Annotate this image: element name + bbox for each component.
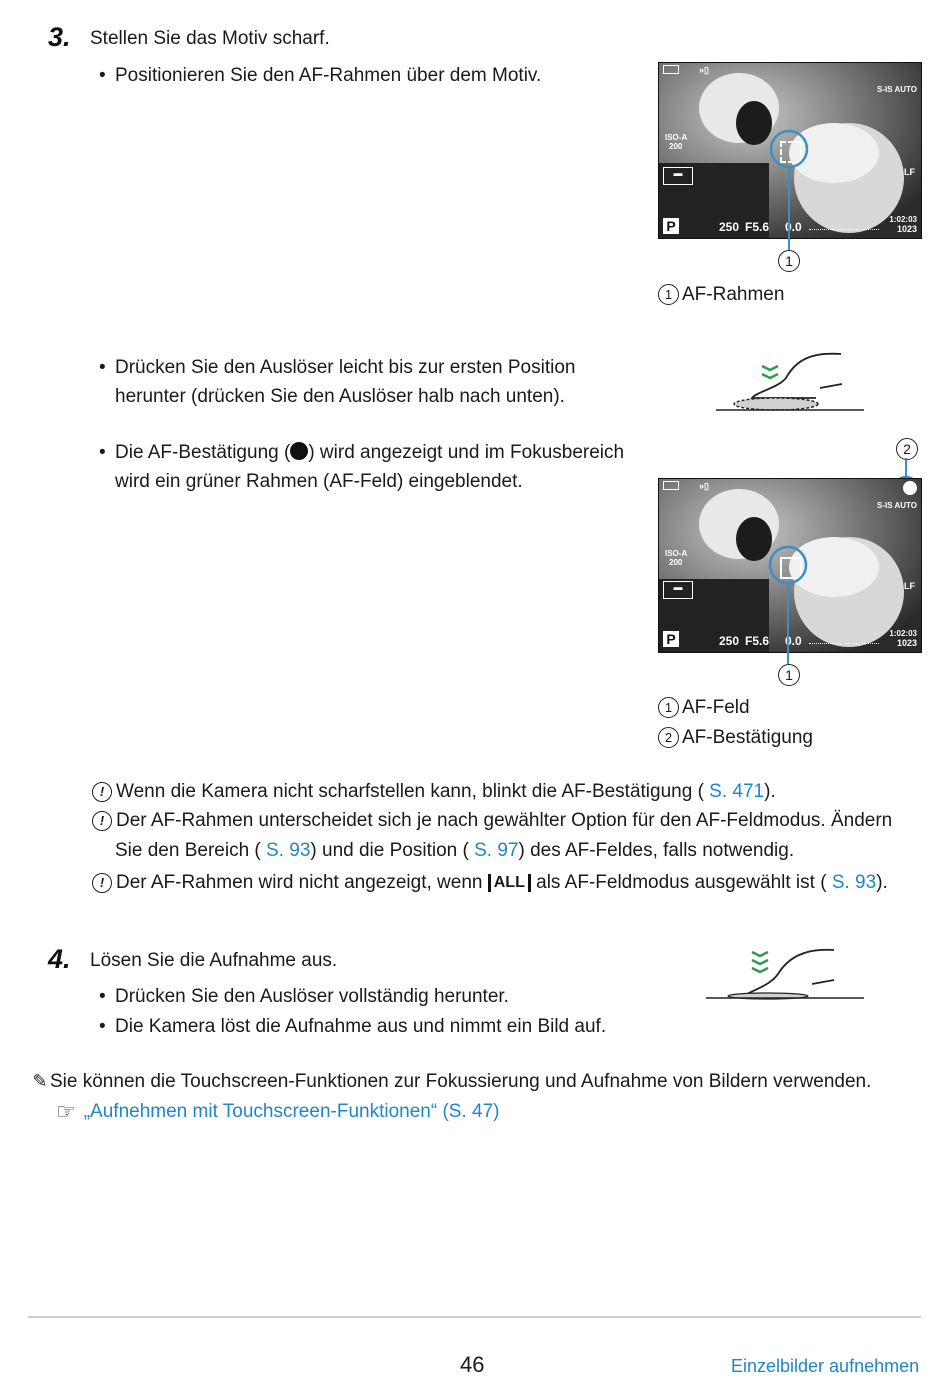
iso-label: ISO-A: [665, 549, 688, 558]
bullet-text: Die Kamera löst die Aufnahme aus und nimmt ein Bild auf.: [115, 1016, 607, 1037]
note-text: Der AF-Rahmen unterscheidet sich je nach gewählter Option für den AF-Feldmodus. Ändern: [116, 810, 893, 831]
step-3-bullet-3: [115, 438, 624, 496]
tip: [30, 1066, 871, 1097]
bullet-text: Positionieren Sie den AF-Rahmen über dem Motiv.: [115, 65, 542, 86]
caption-af-confirm: [658, 723, 813, 753]
step-4-bullet-1: [115, 982, 509, 1011]
note-text-end: ).: [764, 781, 776, 802]
af-all-mode-icon: ALL: [488, 874, 531, 892]
caption-af-frame: [658, 280, 784, 310]
callout-lines-1: [0, 0, 950, 320]
drive-icon: ▬: [663, 167, 693, 185]
tip-text: Sie können die Touchscreen-Funktionen zur Fokussierung und Aufnahme von Bildern verwenden.: [50, 1071, 872, 1092]
stabilizer-icon: »▯: [699, 65, 709, 75]
tip-link[interactable]: „Aufnehmen mit Touchscreen-Funktionen“ (S. 47): [83, 1101, 500, 1122]
section-title: Einzelbilder aufnehmen: [731, 1356, 920, 1376]
shutter-half-press-illustration: [716, 348, 866, 418]
stabilizer-icon: »▯: [699, 481, 709, 491]
note-text-mid: als AF-Feldmodus ausgewählt ist (: [536, 872, 827, 893]
step-3-number: 3.: [48, 22, 71, 52]
aperture-value: F5.6: [745, 220, 770, 234]
tip-icon: ✎: [32, 1071, 48, 1091]
bullet-text-post: ) wird angezeigt und im Fokusbereich: [308, 442, 625, 463]
caution-icon: !: [92, 811, 112, 831]
step-4-title: Lösen Sie die Aufnahme aus.: [90, 950, 338, 971]
caption-text: AF-Rahmen: [682, 284, 785, 305]
note-2-line-2: [115, 836, 794, 866]
step-3-title: Stellen Sie das Motiv scharf.: [90, 28, 330, 49]
bullet-text-line-1: Drücken Sie den Auslöser leicht bis zur ersten Position: [115, 357, 576, 378]
time-remaining: 1:02:03: [889, 215, 917, 224]
note-1: [92, 777, 776, 807]
bullet-text-line-2: wird ein grüner Rahmen (AF-Feld) eingeblendet.: [115, 471, 523, 492]
note-text: Wenn die Kamera nicht scharfstellen kann, blinkt die AF-Bestätigung (: [116, 781, 704, 802]
aperture-value: F5.6: [745, 634, 770, 648]
iso-label: ISO-A: [665, 133, 688, 142]
caption-number: 2: [658, 727, 679, 748]
caption-af-field: [658, 693, 750, 723]
note-text-end: ) des AF-Feldes, falls notwendig.: [518, 840, 795, 861]
step-4-number: 4.: [48, 944, 71, 974]
time-remaining: 1:02:03: [889, 629, 917, 638]
tip-reference: [56, 1097, 499, 1127]
exposure-comp: 0.0: [785, 634, 802, 648]
bullet-text-pre: Die AF-Bestätigung (: [115, 442, 291, 463]
bullet-text-line-2: herunter (drücken Sie den Auslöser halb nach unten).: [115, 386, 565, 407]
battery-icon: [663, 481, 679, 490]
note-text: Sie den Bereich (: [115, 840, 261, 861]
note-3: [92, 868, 888, 898]
exposure-comp: 0.0: [785, 220, 802, 234]
note-text-end: ).: [876, 872, 888, 893]
quality-indicator: LF: [904, 167, 915, 177]
shutter-speed: 250: [719, 220, 740, 234]
caption-text: AF-Bestätigung: [682, 727, 813, 748]
footer-divider: [28, 1316, 921, 1318]
wb-indicator: S-IS AUTO: [876, 85, 917, 94]
shutter-full-press-illustration: [706, 944, 866, 1004]
page-link-93[interactable]: S. 93: [260, 840, 311, 861]
bullet-text: Drücken Sie den Auslöser vollständig herunter.: [115, 986, 509, 1007]
reference-hand-icon: ☞: [56, 1099, 76, 1124]
af-confirm-indicator: [903, 481, 917, 495]
caution-icon: !: [92, 873, 112, 893]
caption-number: 1: [658, 697, 679, 718]
caution-icon: !: [92, 782, 112, 802]
mode-badge: P: [663, 631, 679, 647]
caption-number: 1: [658, 284, 679, 305]
quality-indicator: LF: [904, 581, 915, 591]
page-number: 46: [460, 1352, 485, 1377]
drive-icon: ▬: [663, 581, 693, 599]
note-2: [92, 806, 892, 836]
page-link-93b[interactable]: S. 93: [826, 872, 877, 893]
iso-value: 200: [669, 142, 683, 151]
shutter-speed: 250: [719, 634, 740, 648]
iso-value: 200: [669, 558, 683, 567]
caption-text: AF-Feld: [682, 697, 750, 718]
page-link-97[interactable]: S. 97: [468, 840, 519, 861]
af-confirm-dot-icon: [290, 442, 308, 460]
wb-indicator: S-IS AUTO: [876, 501, 917, 510]
callout-number-1b: 1: [778, 664, 800, 686]
step-3-bullet-2: [115, 353, 575, 411]
page-link-471[interactable]: S. 471: [703, 781, 765, 802]
shots-remaining: 1023: [896, 224, 917, 234]
note-text: Der AF-Rahmen wird nicht angezeigt, wenn: [116, 872, 483, 893]
callout-number-2: 2: [896, 438, 918, 460]
shots-remaining: 1023: [896, 638, 917, 648]
note-text-mid: ) und die Position (: [310, 840, 469, 861]
mode-badge: P: [663, 218, 679, 234]
callout-number-1: 1: [778, 250, 800, 272]
callout-lines-2: [0, 540, 950, 670]
step-4-bullet-2: [115, 1012, 606, 1041]
